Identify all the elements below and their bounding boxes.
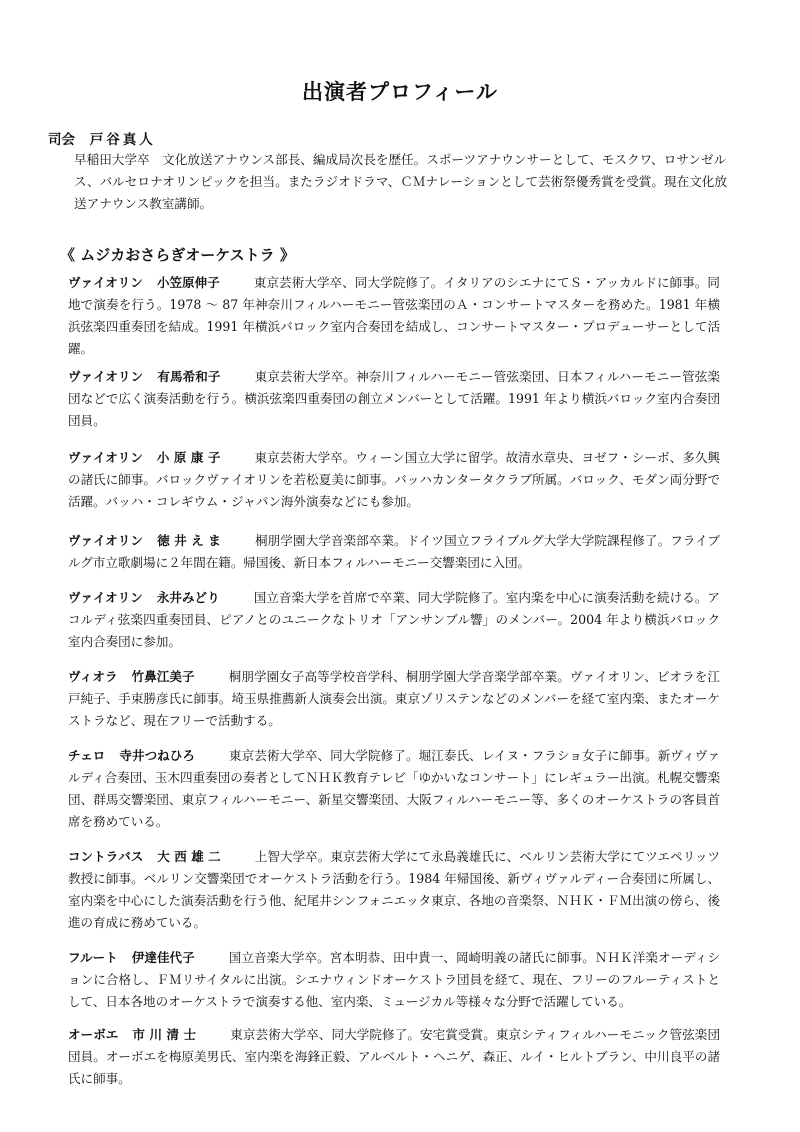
mc-bio: 早稲田大学卒 文化放送アナウンス部長、編成局次長を歴任。スポーツアナウンサーとして、モスクワ、ロサンゼルス、バルセロナオリンピックを担当。またラジオドラマ、ＣＭナレーションとして芸術祭優秀賞を受賞。現在文化放送アナウンス教室講師。 <box>74 152 727 211</box>
member-name: 竹鼻江美子 <box>131 669 195 684</box>
member-entry <box>68 745 720 833</box>
page-title: 出演者プロフィール <box>302 80 498 104</box>
member-name: 有馬希和子 <box>157 369 221 384</box>
member-bio: 上智大学卒。東京芸術大学にて永島義雄氏に、ベルリン芸術大学にてツエペリッツ教授に師事。ベルリン交響楽団でオーケストラ活動を行う。1984 年帰国後、新ヴィヴァルディー合奏団に所属し、室内楽を中心にした演奏活動を行う他、紀尾井シンフォニエッタ東京、各地の音楽祭、ＮＨＫ・ＦＭ出演の傍ら、後進の育成に務めている。 <box>68 849 720 930</box>
member-name: 徳 井 え ま <box>157 533 221 548</box>
member-name: 大 西 雄 二 <box>157 849 221 864</box>
member-instrument: オーボエ <box>68 1027 119 1042</box>
member-instrument: コントラバス <box>68 849 144 864</box>
orchestra-heading: 《 ムジカおさらぎオーケストラ 》 <box>60 246 295 264</box>
member-instrument: ヴァイオリン <box>68 450 143 465</box>
member-bio: 国立音楽大学を首席で卒業、同大学院修了。室内楽を中心に演奏活動を続ける。アコルディ弦楽四重奏団員、ピアノとのユニークなトリオ「アンサンブル響」のメンバー。2004 年より横浜バロック室内合奏団に参加。 <box>68 590 720 649</box>
member-instrument: ヴィオラ <box>68 669 118 684</box>
member-bio: 東京芸術大学卒。ウィーン国立大学に留学。故清水章央、ヨゼフ・シーボ、多久興の諸氏に師事。バロックヴァイオリンを若松夏美に師事。バッハカンタータクラブ所属。バロック、モダン両分野で活躍。バッハ・コレギウム・ジャパン海外演奏などにも参加。 <box>68 450 720 509</box>
member-entry <box>68 366 720 432</box>
member-name: 小笠原伸子 <box>156 275 220 290</box>
member-name: 寺井つねひろ <box>119 748 195 763</box>
member-entry <box>68 587 720 653</box>
member-instrument: チェロ <box>68 748 106 763</box>
member-name: 伊達佳代子 <box>131 950 195 965</box>
member-bio: 東京芸術大学卒。神奈川フィルハーモニー管弦楽団、日本フィルハーモニー管弦楽団などで広く演奏活動を行う。横浜弦楽四重奏団の創立メンバーとして活躍。1991 年より横浜バロック室内合奏団団員。 <box>68 369 720 428</box>
member-entry <box>68 666 720 732</box>
member-name: 小 原 康 子 <box>156 450 221 465</box>
member-list <box>68 272 720 1090</box>
mc-role: 司会 <box>48 132 75 148</box>
member-bio: 東京芸術大学卒、同大学院修了。安宅賞受賞。東京シティフィルハーモニック管弦楽団団員。オーボエを梅原美男氏、室内楽を海鋒正毅、アルベルト・ヘニゲ、森正、ルイ・ヒルトブラン、中川良平の諸氏に師事。 <box>68 1027 720 1086</box>
member-entry <box>68 530 720 574</box>
member-instrument: ヴァイオリン <box>68 590 143 605</box>
member-bio: 東京芸術大学卒、同大学院修了。イタリアのシエナにてＳ・アッカルドに師事。同地で演奏を行う。1978 ～ 87 年神奈川フィルハーモニー管弦楽団のＡ・コンサートマスターを務めた。1981 年横浜弦楽四重奏団を結成。1991 年横浜バロック室内合奏団を結成し、コンサートマスター・プロデューサーとして活躍。 <box>68 275 720 356</box>
member-entry <box>68 272 720 360</box>
mc-heading <box>48 128 156 148</box>
member-instrument: ヴァイオリン <box>68 533 144 548</box>
member-entry <box>68 1024 720 1090</box>
member-entry <box>68 846 720 934</box>
member-bio: 桐朋学園大学音楽部卒業。ドイツ国立フライブルグ大学大学院課程修了。フライブルグ市立歌劇場に２年間在籍。帰国後、新日本フィルハーモニー交響楽団に入団。 <box>68 533 720 570</box>
member-instrument: フルート <box>68 950 118 965</box>
mc-name: 戸谷真人 <box>89 132 156 148</box>
member-entry <box>68 447 720 513</box>
member-entry <box>68 947 720 1013</box>
member-instrument: ヴァイオリン <box>68 275 143 290</box>
member-bio: 東京芸術大学卒、同大学院修了。堀江泰氏、レイヌ・フラショ女子に師事。新ヴィヴァルディ合奏団、玉木四重奏団の奏者としてＮＨＫ教育テレビ「ゆかいなコンサート」にレギュラー出演。札幌交響楽団、群馬交響楽団、東京フィルハーモニー、新星交響楽団、大阪フィルハーモニー等、多くのオーケストラの客員首席を務めている。 <box>68 748 720 829</box>
member-bio: 桐朋学園女子高等学校音学科、桐朋学園大学音楽学部卒業。ヴァイオリン、ビオラを江戸純子、手束勝彦氏に師事。埼玉県推薦新人演奏会出演。東京ゾリステンなどのメンバーを経て室内楽、またオーケストラなど、現在フリーで活動する。 <box>68 669 720 728</box>
member-name: 永井みどり <box>156 590 220 605</box>
member-instrument: ヴァイオリン <box>68 369 144 384</box>
member-bio: 国立音楽大学卒。宮本明恭、田中貴一、岡崎明義の諸氏に師事。ＮＨＫ洋楽オーディションに合格し、ＦＭリサイタルに出演。シエナウィンドオーケストラ団員を経て、現在、フリーのフルーティストとして、日本各地のオーケストラで演奏する他、室内楽、ミュージカル等様々な分野で活躍している。 <box>68 950 720 1009</box>
member-name: 市 川 清 士 <box>132 1027 197 1042</box>
